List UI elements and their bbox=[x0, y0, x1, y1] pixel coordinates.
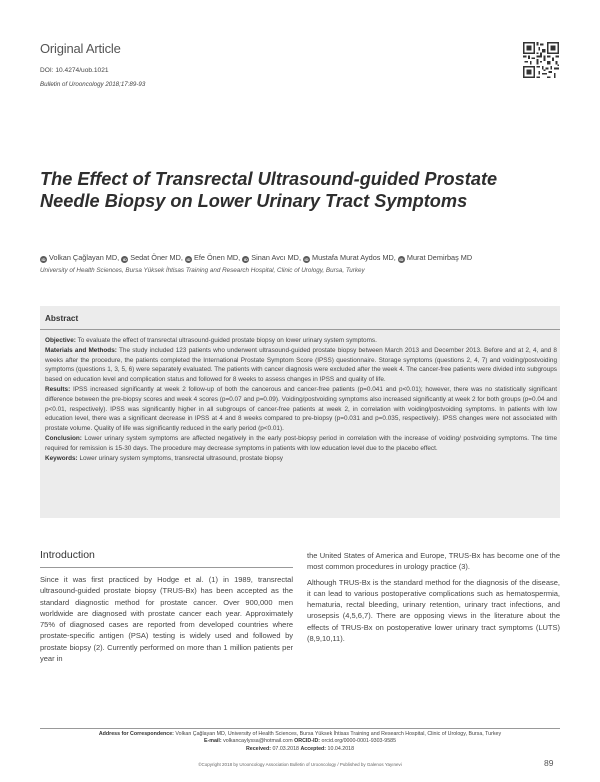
abstract-keywords bbox=[45, 454, 557, 464]
author-name: Volkan Çağlayan MD, bbox=[49, 253, 120, 262]
copyright: ©Copyright 2018 by Urooncology Association Bulletin of Urooncology / Published by Galenos Yayınevi bbox=[198, 762, 402, 767]
abstract-objective bbox=[45, 336, 557, 346]
author-name: Sedat Öner MD, bbox=[130, 253, 183, 262]
title-line-1: The Effect of Transrectal Ultrasound-guided Prostate bbox=[40, 169, 498, 189]
orcid-icon[interactable]: iD bbox=[122, 257, 127, 262]
abstract-text: IPSS increased significantly at week 2 follow-up of both the cancerous and cancer-free patients (p=0.041 and p<0.01); however, there was no statistically significant difference between the pre-biopsy scores and week 4 scores (p=0.07 and p=0.09). Voiding/postvoiding symptoms also increased significantly at week 2 for both groups (p=0.04 and p<0.01, respectively). IPSS was significantly higher in all subgroups of cancer-free patients at week 2, in correlation with voiding/postvoiding symptoms. In patients with low education level, there was a significant decrease in IPSS at 4 and 8 weeks compared to pre-biopsy (p=0.031 and p=0.035, respectively). IPSS changes were not associated with prostate volume. Quality of life was significantly reduced in the early period (p<0.01). bbox=[45, 385, 558, 433]
orcid-icon[interactable]: iD bbox=[304, 257, 309, 262]
right-column bbox=[307, 550, 560, 648]
abstract-label: Conclusion: bbox=[45, 434, 82, 442]
left-column bbox=[40, 574, 293, 668]
correspondence-footer bbox=[40, 731, 560, 753]
accepted-date: 10.04.2018 bbox=[327, 745, 355, 752]
abstract-header bbox=[40, 308, 560, 328]
article-type: Original Article bbox=[40, 41, 121, 56]
section-divider bbox=[40, 567, 293, 568]
page-number: 89 bbox=[544, 758, 554, 768]
article-title bbox=[40, 168, 540, 212]
footer-label: Accepted: bbox=[300, 745, 327, 752]
orcid-link[interactable]: orcid.org/0000-0001-9303-9585 bbox=[321, 738, 397, 745]
email-link[interactable]: volkancaylyssa@hotmail.com bbox=[223, 738, 293, 745]
footer-label: Received: bbox=[245, 745, 271, 752]
abstract-methods bbox=[45, 346, 557, 385]
abstract-results bbox=[45, 385, 557, 434]
orcid-icon[interactable]: iD bbox=[399, 257, 404, 262]
abstract-divider bbox=[40, 329, 560, 330]
doi[interactable]: DOI: 10.4274/uob.1021 bbox=[40, 67, 109, 74]
abstract-label: Results: bbox=[45, 385, 71, 393]
paragraph: Although TRUS-Bx is the standard method for the diagnosis of the disease, it can lead to various postoperative complications such as hematospermia, hematuria, rectal bleeding, urinary retention, urinary tract infections, and urosepsis (4,5,6,7). There are opposing views in the literature about the effects of TRUS-Bx on postoperative lower urinary tract symptoms (LUTS) (8,9,10,11). bbox=[307, 577, 560, 644]
correspondence-address: Volkan Çağlayan MD, University of Health Sciences, Bursa Yüksek İhtisas Training and Research Hospital, Clinic of Urology, Bursa, Turkey bbox=[175, 731, 502, 737]
author-list bbox=[40, 253, 472, 263]
introduction-heading: Introduction bbox=[40, 549, 95, 561]
contact-line bbox=[40, 738, 560, 745]
author-name: Efe Önen MD, bbox=[193, 253, 241, 262]
author-name: Murat Demirbaş MD bbox=[406, 253, 473, 262]
abstract-heading: Abstract bbox=[45, 314, 79, 323]
dates-line bbox=[40, 746, 560, 753]
orcid-icon[interactable]: iD bbox=[41, 257, 46, 262]
abstract-label: Keywords: bbox=[45, 454, 78, 462]
abstract-text: The study included 123 patients who underwent ultrasound-guided prostate biopsy between March 2013 and December 2013. Before and at 2, 4, and 8 weeks after the procedure, the patients completed the International Prostate Symptom Score (IPSS) questionnaire. Storage symptoms (questions 2, 4, 7) and voiding/postvoiding symptoms (questions 1, 3, 5, 6) were separately evaluated. The patients with cancer diagnosis were excluded after the week 4. The cancer-free patients were divided into subgroups based on education level and complication status and followed for 8 weeks to assess changes in IPSS and quality of life. bbox=[45, 346, 557, 384]
author-name: Mustafa Murat Aydos MD, bbox=[312, 253, 396, 262]
abstract-text: Lower urinary system symptoms, transrectal ultrasound, prostate biopsy bbox=[79, 454, 283, 462]
abstract-conclusion bbox=[45, 434, 557, 454]
abstract-text: Lower urinary system symptoms are affected negatively in the early post-biopsy period in correlation with the increase of voiding/ postvoiding symptoms. The time required for remission is 15-30 days. The procedure may decrease symptoms in patients with low education level due to the placebo effect. bbox=[45, 434, 557, 452]
footer-label: Address for Correspondence: bbox=[98, 731, 174, 737]
author-name: Sinan Avcı MD, bbox=[251, 253, 301, 262]
paragraph: the United States of America and Europe, TRUS-Bx has become one of the most common procedures in urology practice (3). bbox=[307, 551, 560, 572]
abstract-text: To evaluate the effect of transrectal ultrasound-guided prostate biopsy on lower urinary system symptoms. bbox=[77, 337, 377, 344]
footer-divider bbox=[40, 728, 560, 729]
abstract-label: Objective: bbox=[45, 337, 76, 344]
qr-code-icon bbox=[523, 42, 559, 78]
footer-label: E-mail: bbox=[203, 738, 222, 745]
journal-citation: Bulletin of Urooncology 2018;17:89-93 bbox=[40, 81, 146, 88]
correspondence-line bbox=[40, 731, 560, 738]
received-date: 07.03.2018 bbox=[272, 745, 299, 752]
orcid-icon[interactable]: iD bbox=[186, 257, 191, 262]
orcid-icon[interactable]: iD bbox=[243, 257, 248, 262]
affiliation: University of Health Sciences, Bursa Yüksek İhtisas Training and Research Hospital, Clinic of Urology, Bursa, Turkey bbox=[40, 267, 365, 274]
paragraph: Since it was first practiced by Hodge et al. (1) in 1989, transrectal ultrasound-guided prostate biopsy (TRUS-Bx) has been accepted as the standard diagnostic method for prostate cancer. Over 900,000 men worldwide are diagnosed with prostate cancer each year. Approximately 75% of diagnosed cases are reported from developed countries where prostate-specific antigen (PSA) testing is widely used and followed by prostate biopsy (2). Currently performed on more than 1 million patients per year in bbox=[40, 575, 293, 664]
title-line-2: Needle Biopsy on Lower Urinary Tract Symptoms bbox=[40, 191, 468, 211]
abstract-body bbox=[45, 336, 557, 463]
abstract-label: Materials and Methods: bbox=[45, 346, 117, 354]
footer-label: ORCID-ID: bbox=[294, 738, 321, 745]
